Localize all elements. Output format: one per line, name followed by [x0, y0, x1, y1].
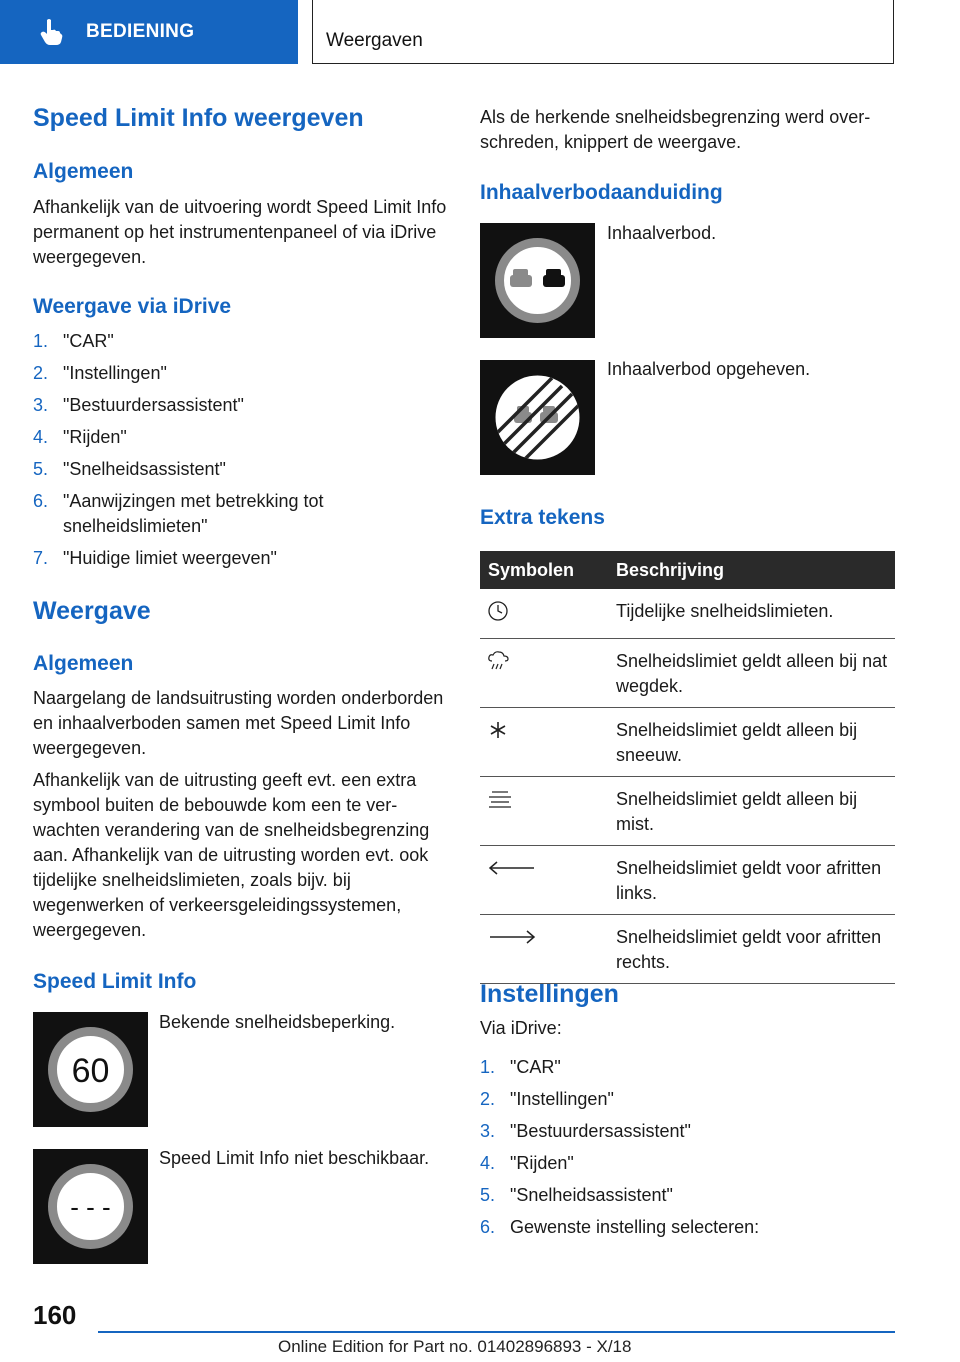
sign-caption: Bekende snelheidsbeperking.: [159, 1012, 396, 1032]
paragraph: Afhankelijk van de uitrusting geeft evt. een extra symbool buiten de bebouwde kom een te verwachten verandering van de snelheidsbegrenzing aan. Afhankelijk van de uitrusting worden evt. ook tijdelijke snelheidslimieten, zoals bijv. bij wegenwerken of verkeersgeleidingssystemen, weergegeven.: [33, 770, 430, 940]
idrive-steps-list: [33, 329, 448, 578]
chapter-header: [312, 0, 894, 64]
edition-info: Online Edition for Part no. 01402896893 - X/18: [278, 1337, 632, 1356]
sign-caption: Inhaalverbod opgeheven.: [607, 359, 811, 379]
table-cell: Snelheidslimiet geldt voor afritten links.: [608, 846, 895, 915]
table-cell: Snelheidslimiet geldt voor afritten rechts.: [608, 915, 895, 984]
no-overtaking-sign-icon: [480, 223, 595, 338]
end-no-overtaking-sign-icon: [480, 360, 595, 475]
clock-icon: [486, 599, 510, 623]
paragraph: Via iDrive:: [480, 1018, 562, 1038]
list-item: 4. "Rijden": [33, 427, 127, 447]
list-item: 6. "Aanwijzingen met betrekking tot snelheidslimieten": [33, 491, 324, 536]
table-cell: Snelheidslimiet geldt alleen bij mist.: [608, 777, 895, 846]
section-heading-algemeen-2: Algemeen: [33, 652, 134, 675]
paragraph: Naargelang de landsuitrusting worden onderborden en inhaalverboden samen met Speed Limit Info weergegeven.: [33, 688, 444, 758]
speed-sign-icon: [33, 1149, 148, 1264]
section-heading-algemeen: Algemeen: [33, 160, 134, 183]
table-cell: Tijdelijke snelheidslimieten.: [608, 589, 895, 639]
section-label: BEDIENING: [86, 21, 195, 42]
section-heading-speed-limit-info: Speed Limit Info: [33, 970, 197, 993]
footer-divider: [98, 1331, 895, 1333]
snowflake-icon: [486, 718, 510, 742]
list-item: 2. "Instellingen": [33, 363, 167, 383]
sign-caption: Inhaalverbod.: [607, 223, 717, 243]
table-row: [480, 639, 895, 708]
table-row: [480, 915, 895, 984]
table-row: [480, 708, 895, 777]
chapter-title: Weergaven: [326, 30, 423, 51]
list-item: 1. "CAR": [33, 331, 114, 351]
list-item: 1. "CAR": [480, 1057, 561, 1077]
list-item: 7. "Huidige limiet weergeven": [33, 548, 277, 568]
column-header-symbols: Symbolen: [480, 551, 608, 589]
paragraph: Als de herkende snelheidsbegrenzing werd overschreden, knippert de weergave.: [480, 107, 871, 152]
list-item: 4. "Rijden": [480, 1153, 574, 1173]
heading-weergave: Weergave: [33, 597, 151, 625]
hand-pointer-icon: [38, 18, 64, 46]
table-row: [480, 846, 895, 915]
arrow-right-icon: [486, 925, 536, 949]
list-item: 5. "Snelheidsassistent": [480, 1185, 673, 1205]
paragraph: Afhankelijk van de uitvoering wordt Speed Limit Info permanent op het instrumentenpaneel of via iDrive weergegeven.: [33, 197, 447, 267]
section-heading-idrive: Weergave via iDrive: [33, 295, 232, 318]
section-heading-inhaalverbod: Inhaalverbodaanduiding: [480, 181, 723, 204]
page-number: 160: [33, 1300, 77, 1330]
extra-signs-table: [480, 551, 895, 984]
section-tab[interactable]: [0, 0, 298, 64]
svg-text:- - -: - - -: [70, 1192, 111, 1222]
table-header-row: [480, 551, 895, 589]
arrow-left-icon: [486, 856, 536, 880]
list-item: 6. Gewenste instelling selecteren:: [480, 1217, 760, 1237]
no-overtaking-image: [480, 223, 595, 338]
sign-caption: Speed Limit Info niet beschikbaar.: [159, 1148, 430, 1168]
section-heading-extra-tekens: Extra tekens: [480, 506, 605, 529]
rain-cloud-icon: [486, 649, 512, 673]
column-header-description: Beschrijving: [608, 551, 895, 589]
svg-text:60: 60: [71, 1052, 110, 1090]
list-item: 5. "Snelheidsassistent": [33, 459, 226, 479]
heading-instellingen: Instellingen: [480, 980, 619, 1008]
end-no-overtaking-image: [480, 360, 595, 475]
speed-sign-icon: [33, 1012, 148, 1127]
fog-icon: [486, 787, 514, 811]
table-cell: Snelheidslimiet geldt alleen bij sneeuw.: [608, 708, 895, 777]
list-item: 3. "Bestuurdersassistent": [33, 395, 244, 415]
table-cell: Snelheidslimiet geldt alleen bij nat wegdek.: [608, 639, 895, 708]
list-item: 2. "Instellingen": [480, 1089, 614, 1109]
settings-steps-list: [480, 1055, 895, 1247]
speed-limit-60-image: [33, 1012, 148, 1127]
table-row: [480, 589, 895, 639]
page-title: Speed Limit Info weergeven: [33, 104, 364, 132]
list-item: 3. "Bestuurdersassistent": [480, 1121, 691, 1141]
table-row: [480, 777, 895, 846]
speed-limit-unavailable-image: [33, 1149, 148, 1264]
